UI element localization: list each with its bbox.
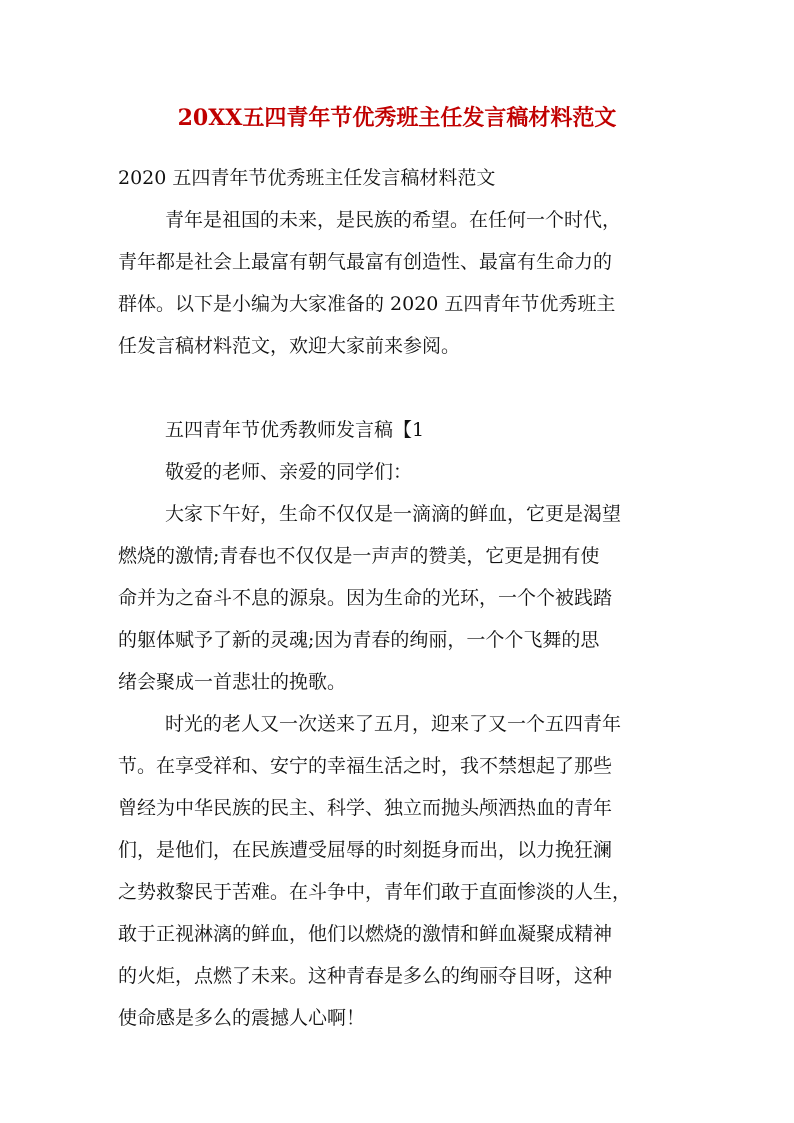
paragraph-line: 绪会聚成一首悲壮的挽歌。 (118, 671, 347, 693)
paragraph-line: 时光的老人又一次送来了五月，迎来了又一个五四青年 (165, 713, 622, 735)
paragraph-line: 们，是他们，在民族遭受屈辱的时刻挺身而出，以力挽狂澜 (118, 839, 613, 861)
paragraph-line: 的躯体赋予了新的灵魂;因为青春的绚丽，一个个飞舞的思 (118, 629, 600, 651)
document-subtitle: 2020 五四青年节优秀班主任发言稿材料范文 (118, 167, 496, 189)
paragraph-line: 青年是祖国的未来，是民族的希望。在任何一个时代， (165, 209, 622, 231)
paragraph-line: 大家下午好，生命不仅仅是一滴滴的鲜血，它更是渴望 (165, 503, 622, 525)
paragraph-line: 的火炬，点燃了未来。这种青春是多么的绚丽夺目呀，这种 (118, 965, 613, 987)
paragraph-line: 青年都是社会上最富有朝气最富有创造性、最富有生命力的 (118, 251, 613, 273)
document-title: 20XX五四青年节优秀班主任发言稿材料范文 (177, 105, 617, 131)
paragraph-line: 敢于正视淋漓的鲜血，他们以燃烧的激情和鲜血凝聚成精神 (118, 923, 613, 945)
paragraph-line: 使命感是多么的震撼人心啊！ (118, 1007, 366, 1029)
paragraph-line: 命并为之奋斗不息的源泉。因为生命的光环，一个个被践踏 (118, 587, 613, 609)
paragraph-line: 节。在享受祥和、安宁的幸福生活之时，我不禁想起了那些 (118, 755, 613, 777)
paragraph-line: 曾经为中华民族的民主、科学、独立而抛头颅洒热血的青年 (118, 797, 613, 819)
salutation: 敬爱的老师、亲爱的同学们： (165, 461, 413, 483)
paragraph-line: 之势救黎民于苦难。在斗争中，青年们敢于直面惨淡的人生， (118, 881, 632, 903)
paragraph-line: 燃烧的激情;青春也不仅仅是一声声的赞美，它更是拥有使 (118, 545, 600, 567)
paragraph-line: 群体。以下是小编为大家准备的 2020 五四青年节优秀班主 (118, 293, 616, 315)
paragraph-line: 任发言稿材料范文，欢迎大家前来参阅。 (118, 335, 461, 357)
section-heading: 五四青年节优秀教师发言稿【1 (165, 419, 425, 441)
